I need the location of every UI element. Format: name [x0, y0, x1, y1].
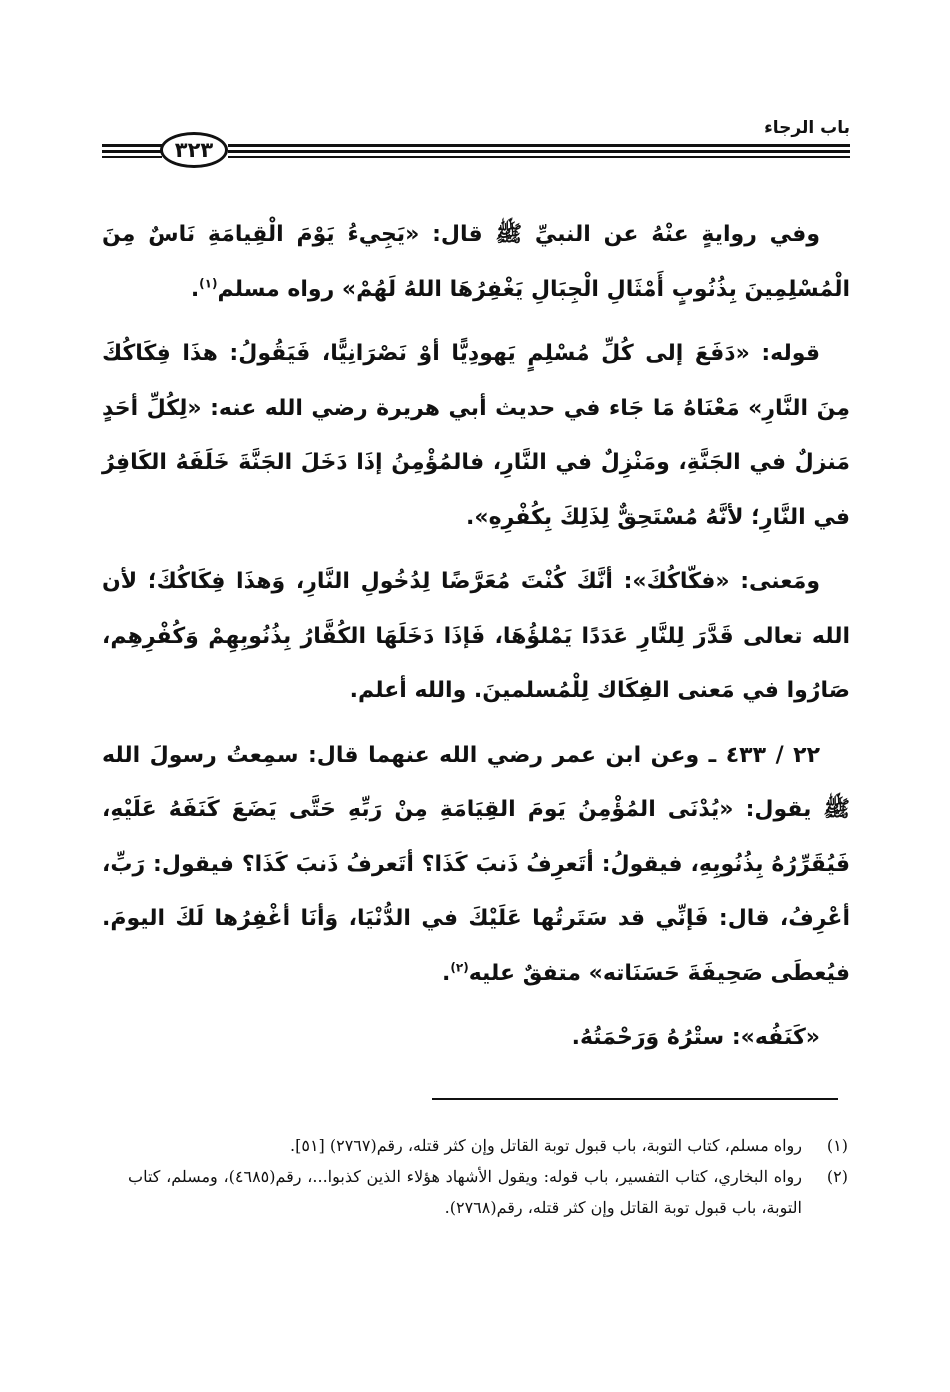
footnote-number: (١) — [826, 1136, 848, 1155]
footnote-2 — [128, 1161, 848, 1223]
paragraph-5: «كَنَفُه»: ستْرُهُ وَرَحْمَتُهُ. — [571, 1025, 820, 1050]
footnote-text: رواه مسلم، كتاب التوبة، باب قبول توبة القاتل وإن كثر قتله، رقم(٢٧٦٧) [٥١]. — [290, 1136, 802, 1155]
paragraph-2: قوله: «دَفَعَ إلى كُلِّ مُسْلِمٍ يَهودِيًّا أوْ نَصْرَانِيًّا، فَيَقُولُ: هذَا فِكَاكُكَ مِنَ النَّارِ» مَعْنَاهُ مَا جَاء في حديث أبي هريرة رضي الله عنه: «لِكُلِّ أحَدٍ مَنزلٌ في الجَنَّةِ، ومَنْزِلٌ في النَّارِ، فالمُؤْمِنُ إذَا دَخَلَ الجَنَّةَ خَلَفَهُ الكَافِرُ في النَّارِ؛ لأنَّهُ مُسْتَحِقٌّ لِذَلِكَ بِكُفْرِهِ». — [102, 341, 850, 530]
main-text — [102, 208, 850, 1076]
footnote-separator — [432, 1098, 838, 1100]
footnote-number: (٢) — [826, 1167, 848, 1186]
footnote-ref-1[interactable]: (١) — [199, 276, 218, 291]
page-number: ٣٢٣ — [160, 132, 228, 168]
running-title: باب الرجاء — [764, 118, 850, 138]
header-rule-right — [228, 144, 850, 158]
paragraph-4: ٢٢ / ٤٣٣ ـ وعن ابن عمر رضي الله عنهما قال: سمِعتُ رسولَ الله ﷺ يقول: «يُدْنَى المُؤْمِنُ يَومَ القِيَامَةِ مِنْ رَبِّهِ حَتَّى يَضَعَ كَنَفَهُ عَلَيْهِ، فَيُقَرِّرُهُ بِذُنُوبِهِ، فيقولُ: أتَعرِفُ ذَنبَ كَذَا؟ أتَعرفُ ذَنبَ كَذَا؟ فيقول: رَبِّ، أعْرِفُ، قال: فَإنِّي قد سَتَرتُها عَلَيْكَ في الدُّنْيَا، وَأنَا أغْفِرُها لَكَ اليومَ. فيُعطَى صَحِيفَةَ حَسَنَاته» متفقٌ عليه$^{(٢)}$. — [102, 742, 850, 986]
paragraph-1: وفي روايةٍ عنْهُ عن النبيِّ ﷺ قال: «يَجِيءُ يَوْمَ الْقِيامَةِ نَاسٌ مِنَ الْمُسْلِمِينَ بِذُنُوبٍ أَمْثَالِ الْجِبَالِ يَغْفِرُهَا اللهُ لَهُمْ» رواه مسلم$^{(١)}$. — [102, 222, 850, 302]
footnote-ref-2[interactable]: (٢) — [450, 960, 469, 975]
footnote-1 — [128, 1130, 848, 1161]
footnotes — [128, 1130, 848, 1223]
paragraph-3: ومَعنى: «فكّاكُكَ»: أنَّكَ كُنْتَ مُعَرَّضًا لِدُخُولِ النَّارِ، وَهذَا فِكَاكُكَ؛ لأن الله تعالى قَدَّرَ لِلنَّارِ عَدَدًا يَمْلؤُهَا، فَإذَا دَخَلَهَا الكُفَّارُ بِذُنُوبِهِمْ وَكُفْرِهِم، صَارُوا في مَعنى الفِكَاك لِلْمُسلمينَ. والله أعلم. — [102, 569, 850, 703]
footnote-text: رواه البخاري، كتاب التفسير، باب قوله: ويقول الأشهاد هؤلاء الذين كذبوا...، رقم(٤٦٨٥)، ومسلم، كتاب التوبة، باب قبول توبة القاتل وإن كثر قتله، رقم(٢٧٦٨). — [128, 1167, 803, 1217]
header-rule-left — [102, 144, 162, 158]
